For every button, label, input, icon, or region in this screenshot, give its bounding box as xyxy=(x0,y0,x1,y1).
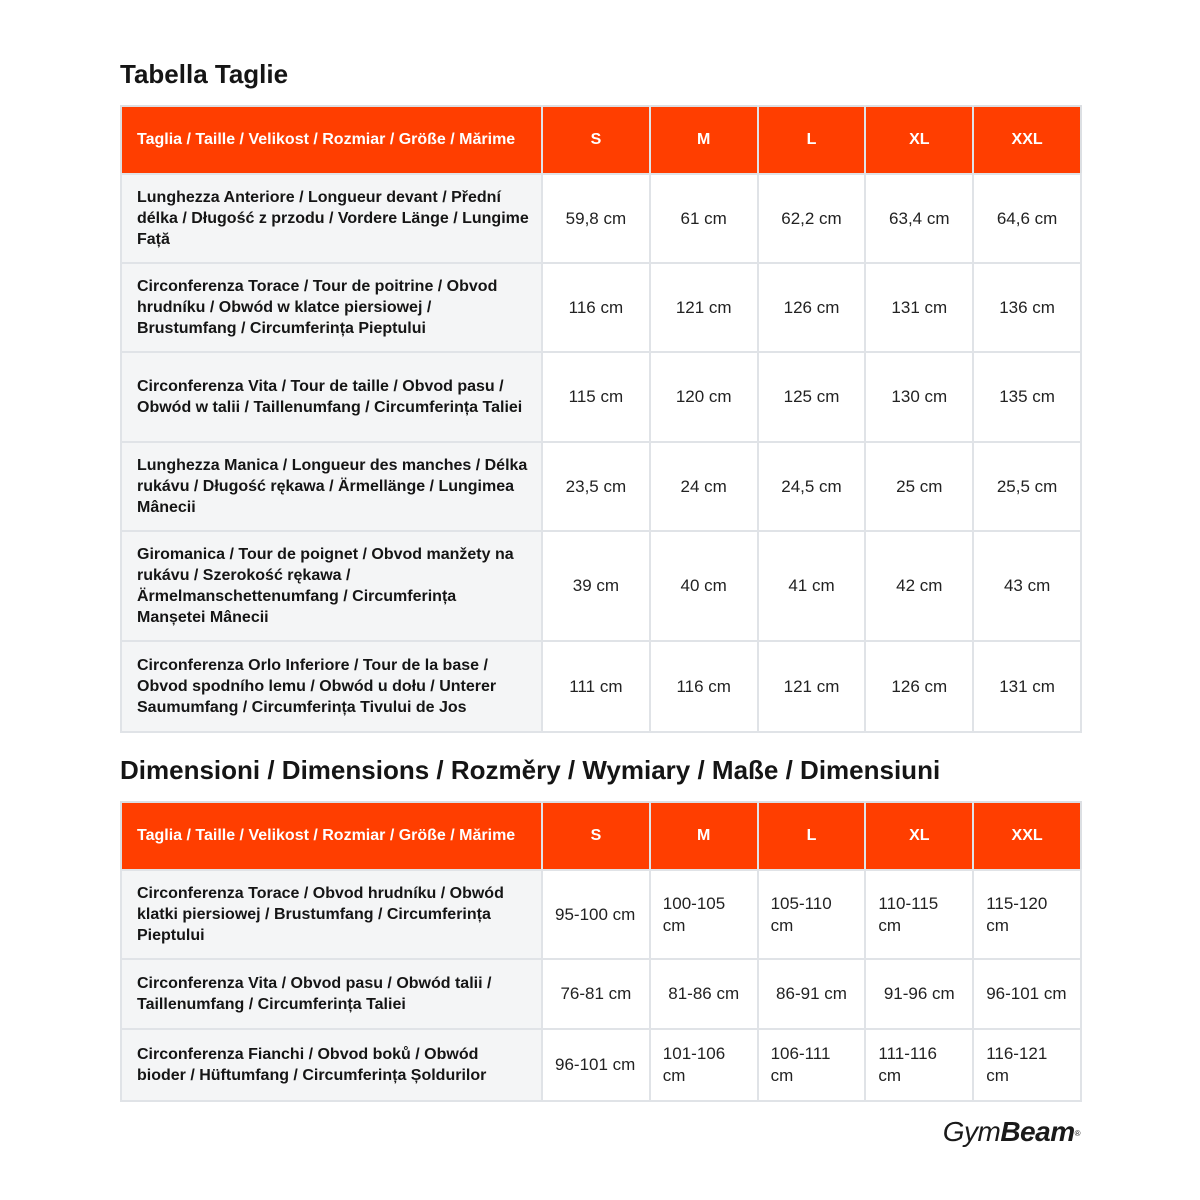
table-row xyxy=(121,959,1081,1029)
header-size-m: M xyxy=(650,106,758,174)
row-label: Giromanica / Tour de poignet / Obvod manžety na rukávu / Szerokość rękawa / Ärmelmanschettenumfang / Circumferința Manșetei Mânecii xyxy=(121,531,542,641)
cell-value: 116 cm xyxy=(542,263,650,352)
table-row xyxy=(121,442,1081,531)
cell-value: 41 cm xyxy=(758,531,866,641)
row-label: Circonferenza Fianchi / Obvod boků / Obwód bioder / Hüftumfang / Circumferința Șoldurilor xyxy=(121,1029,542,1101)
logo-text-light: Gym xyxy=(942,1116,1001,1147)
dimensions-title: Dimensioni / Dimensions / Rozměry / Wymiary / Maße / Dimensiuni xyxy=(120,755,941,785)
cell-value: 130 cm xyxy=(865,352,973,442)
logo-text-heavy: Beam xyxy=(1000,1116,1075,1147)
table-row xyxy=(121,352,1081,442)
header-size-label: Taglia / Taille / Velikost / Rozmiar / Größe / Mărime xyxy=(121,802,542,870)
cell-value: 101-106 cm xyxy=(650,1029,758,1101)
cell-value: 25,5 cm xyxy=(973,442,1081,531)
cell-value: 43 cm xyxy=(973,531,1081,641)
cell-value: 105-110 cm xyxy=(758,870,866,959)
table-row xyxy=(121,641,1081,732)
cell-value: 106-111 cm xyxy=(758,1029,866,1101)
table-row xyxy=(121,1029,1081,1101)
cell-value: 62,2 cm xyxy=(758,174,866,263)
header-size-m: M xyxy=(650,802,758,870)
gymbeam-logo xyxy=(943,1114,1080,1150)
header-size-xxl: XXL xyxy=(973,106,1081,174)
dimensions-table xyxy=(120,801,1082,1102)
row-label: Lunghezza Anteriore / Longueur devant / Přední délka / Długość z przodu / Vordere Länge / Lungime Față xyxy=(121,174,542,263)
cell-value: 126 cm xyxy=(758,263,866,352)
cell-value: 96-101 cm xyxy=(973,959,1081,1029)
cell-value: 135 cm xyxy=(973,352,1081,442)
row-label: Lunghezza Manica / Longueur des manches / Délka rukávu / Długość rękawa / Ärmellänge / Lungimea Mânecii xyxy=(121,442,542,531)
row-label: Circonferenza Vita / Tour de taille / Obvod pasu / Obwód w talii / Taillenumfang / Circumferința Taliei xyxy=(121,352,542,442)
cell-value: 95-100 cm xyxy=(542,870,650,959)
cell-value: 125 cm xyxy=(758,352,866,442)
cell-value: 111 cm xyxy=(542,641,650,732)
table-header-row xyxy=(121,106,1081,174)
cell-value: 64,6 cm xyxy=(973,174,1081,263)
cell-value: 116-121 cm xyxy=(973,1029,1081,1101)
cell-value: 59,8 cm xyxy=(542,174,650,263)
size-chart-table xyxy=(120,105,1082,733)
cell-value: 111-116 cm xyxy=(865,1029,973,1101)
cell-value: 116 cm xyxy=(650,641,758,732)
cell-value: 120 cm xyxy=(650,352,758,442)
header-size-xl: XL xyxy=(865,802,973,870)
header-size-l: L xyxy=(758,802,866,870)
table-row xyxy=(121,174,1081,263)
row-label: Circonferenza Torace / Tour de poitrine / Obvod hrudníku / Obwód w klatce piersiowej / Brustumfang / Circumferința Pieptului xyxy=(121,263,542,352)
cell-value: 42 cm xyxy=(865,531,973,641)
cell-value: 61 cm xyxy=(650,174,758,263)
cell-value: 40 cm xyxy=(650,531,758,641)
cell-value: 24,5 cm xyxy=(758,442,866,531)
row-label: Circonferenza Orlo Inferiore / Tour de la base / Obvod spodního lemu / Obwód u dołu / Unterer Saumumfang / Circumferința Tivului de Jos xyxy=(121,641,542,732)
cell-value: 91-96 cm xyxy=(865,959,973,1029)
size-chart-title: Tabella Taglie xyxy=(120,59,289,89)
cell-value: 96-101 cm xyxy=(542,1029,650,1101)
cell-value: 115-120 cm xyxy=(973,870,1081,959)
cell-value: 23,5 cm xyxy=(542,442,650,531)
row-label: Circonferenza Torace / Obvod hrudníku / Obwód klatki piersiowej / Brustumfang / Circumferința Pieptului xyxy=(121,870,542,959)
cell-value: 110-115 cm xyxy=(865,870,973,959)
registered-mark-icon: ® xyxy=(1074,1129,1080,1138)
cell-value: 63,4 cm xyxy=(865,174,973,263)
header-size-s: S xyxy=(542,802,650,870)
cell-value: 131 cm xyxy=(865,263,973,352)
table-row xyxy=(121,531,1081,641)
cell-value: 131 cm xyxy=(973,641,1081,732)
cell-value: 86-91 cm xyxy=(758,959,866,1029)
cell-value: 39 cm xyxy=(542,531,650,641)
cell-value: 121 cm xyxy=(650,263,758,352)
table-header-row xyxy=(121,802,1081,870)
cell-value: 100-105 cm xyxy=(650,870,758,959)
row-label: Circonferenza Vita / Obvod pasu / Obwód talii / Taillenumfang / Circumferința Taliei xyxy=(121,959,542,1029)
cell-value: 115 cm xyxy=(542,352,650,442)
header-size-l: L xyxy=(758,106,866,174)
cell-value: 126 cm xyxy=(865,641,973,732)
cell-value: 121 cm xyxy=(758,641,866,732)
table-row xyxy=(121,263,1081,352)
cell-value: 76-81 cm xyxy=(542,959,650,1029)
cell-value: 136 cm xyxy=(973,263,1081,352)
cell-value: 81-86 cm xyxy=(650,959,758,1029)
header-size-xl: XL xyxy=(865,106,973,174)
header-size-s: S xyxy=(542,106,650,174)
header-size-label: Taglia / Taille / Velikost / Rozmiar / Größe / Mărime xyxy=(121,106,542,174)
cell-value: 25 cm xyxy=(865,442,973,531)
header-size-xxl: XXL xyxy=(973,802,1081,870)
cell-value: 24 cm xyxy=(650,442,758,531)
table-row xyxy=(121,870,1081,959)
